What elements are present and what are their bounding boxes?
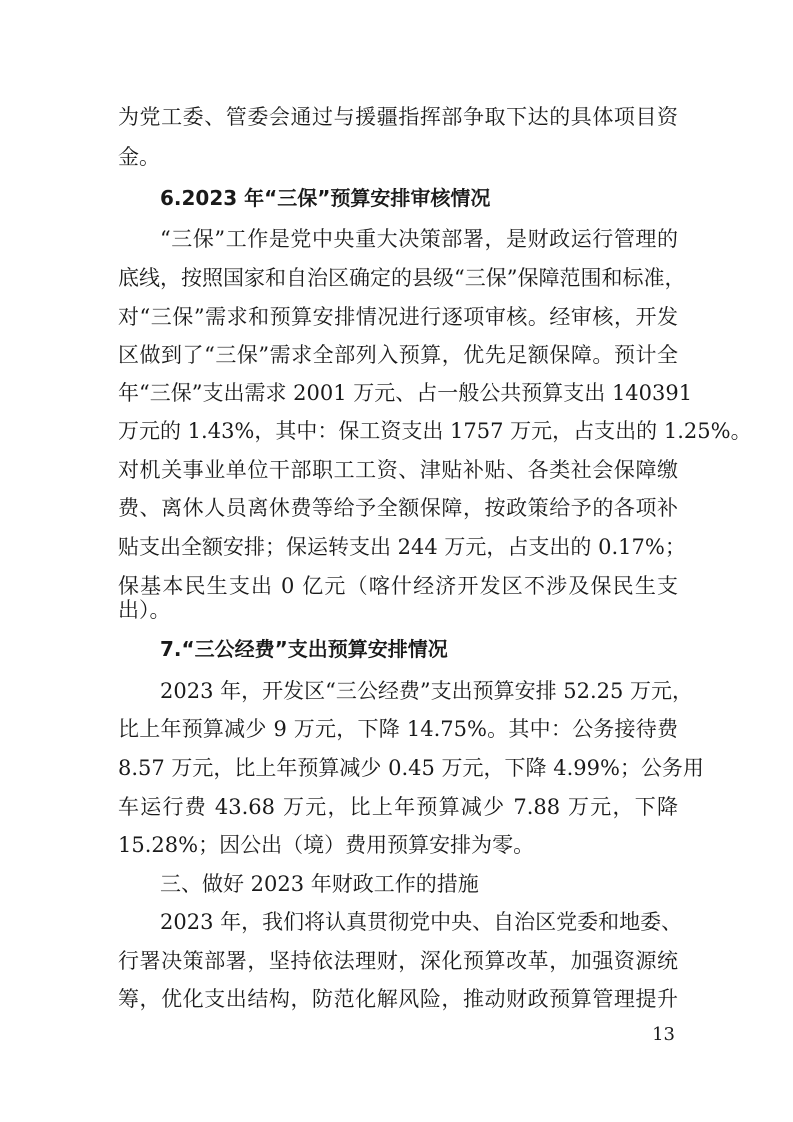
section-heading: 三、做好 2023 年财政工作的措施 xyxy=(160,872,479,896)
paragraph-line: 年“三保”支出需求 2001 万元、占一般公共预算支出 140391 xyxy=(118,381,693,405)
paragraph-line: 对机关事业单位干部职工工资、津贴补贴、各类社会保障缴 xyxy=(118,458,678,482)
page-number: 13 xyxy=(652,1024,675,1045)
section-heading: 7.“三公经费”支出预算安排情况 xyxy=(160,637,448,661)
paragraph-line: 2023 年，开发区“三公经费”支出预算安排 52.25 万元， xyxy=(160,679,694,703)
paragraph-line: 区做到了“三保”需求全部列入预算，优先足额保障。预计全 xyxy=(118,343,678,367)
paragraph-line: 费、离休人员离休费等给予全额保障，按政策给予的各项补 xyxy=(118,496,678,520)
paragraph-line: 15.28%；因公出（境）费用预算安排为零。 xyxy=(118,833,535,857)
paragraph-line: 行署决策部署，坚持依法理财，深化预算改革，加强资源统 xyxy=(118,949,678,973)
paragraph-line: 为党工委、管委会通过与援疆指挥部争取下达的具体项目资 xyxy=(118,105,678,129)
paragraph-line: 对“三保”需求和预算安排情况进行逐项审核。经审核，开发 xyxy=(118,305,678,329)
paragraph-line: 贴支出全额安排；保运转支出 244 万元，占支出的 0.17%； xyxy=(118,535,686,559)
paragraph-line: 出）。 xyxy=(118,598,171,622)
paragraph-line: 车运行费 43.68 万元，比上年预算减少 7.88 万元，下降 xyxy=(118,795,678,819)
paragraph-line: 比上年预算减少 9 万元，下降 14.75%。其中：公务接待费 xyxy=(118,717,678,741)
paragraph-line: 2023 年，我们将认真贯彻党中央、自治区党委和地委、 xyxy=(160,910,683,934)
paragraph-line: 保基本民生支出 0 亿元（喀什经济开发区不涉及保民生支 xyxy=(118,574,678,598)
paragraph-line: 底线，按照国家和自治区确定的县级“三保”保障范围和标准， xyxy=(118,266,686,290)
paragraph-line: 金。 xyxy=(118,145,160,169)
paragraph-line: 筹，优化支出结构，防范化解风险，推动财政预算管理提升 xyxy=(118,987,678,1011)
section-heading: 6.2023 年“三保”预算安排审核情况 xyxy=(160,186,491,210)
paragraph-line: “三保”工作是党中央重大决策部署，是财政运行管理的 xyxy=(160,227,678,251)
paragraph-line: 8.57 万元，比上年预算减少 0.45 万元，下降 4.99%；公务用 xyxy=(118,756,704,780)
paragraph-line: 万元的 1.43%，其中：保工资支出 1757 万元，占支出的 1.25%。 xyxy=(118,419,752,443)
